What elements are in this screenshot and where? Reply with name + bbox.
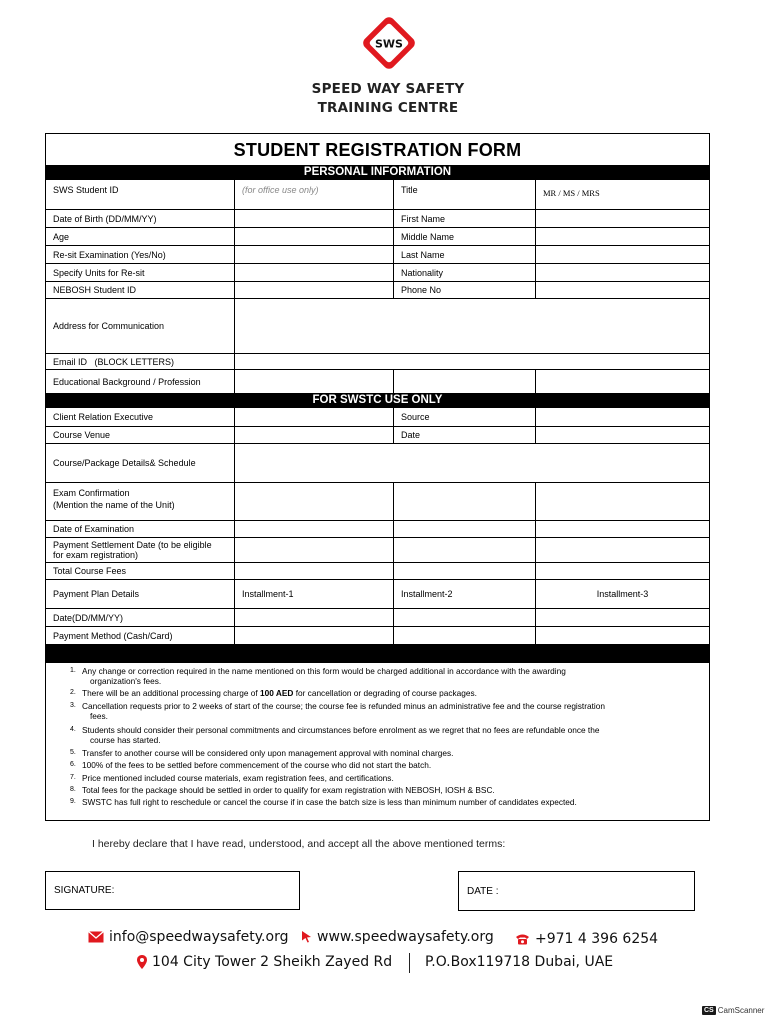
row-payment-plan	[46, 579, 709, 608]
address-label: Address for Communication	[53, 321, 165, 331]
address-field[interactable]	[234, 299, 709, 353]
student-id-label: SWS Student ID	[53, 185, 119, 195]
dob-label: Date of Birth (DD/MM/YY)	[53, 213, 157, 224]
exam-confirmation-line1: Exam Confirmation	[53, 488, 130, 498]
plan-date-label: Date(DD/MM/YY)	[53, 612, 124, 623]
student-id-field[interactable]: (for office use only)	[234, 180, 393, 209]
resit-label: Re-sit Examination (Yes/No)	[53, 249, 166, 260]
exam-confirmation-label	[46, 483, 234, 520]
total-fees-field-3[interactable]	[535, 563, 709, 579]
venue-field[interactable]	[234, 427, 393, 443]
footer-email-text: info@speedwaysafety.org	[109, 929, 289, 945]
footer-website[interactable]	[302, 929, 494, 945]
row-dob	[46, 209, 709, 227]
row-venue	[46, 426, 709, 443]
dob-field[interactable]	[234, 210, 393, 227]
row-plan-date	[46, 608, 709, 626]
row-package	[46, 443, 709, 482]
exam-date-label: Date of Examination	[53, 524, 135, 534]
envelope-icon	[88, 931, 104, 943]
cre-label: Client Relation Executive	[53, 412, 154, 422]
payment-method-field-1[interactable]	[234, 627, 393, 644]
row-address	[46, 298, 709, 353]
term-4: 4. Students should consider their personal commitments and circumstances before enrolment as we regret that no fees are refundable once the course has started.	[70, 725, 600, 745]
term-8: 8. Total fees for the package should be settled in order to qualify for exam registration with NEBOSH, IOSH & BSC.	[70, 785, 495, 795]
exam-date-field-3[interactable]	[535, 521, 709, 537]
total-fees-field-2[interactable]	[393, 563, 535, 579]
camscanner-watermark	[702, 1006, 764, 1015]
footer-website-text: www.speedwaysafety.org	[317, 929, 494, 945]
exam-confirmation-line2: (Mention the name of the Unit)	[53, 500, 175, 510]
cre-field[interactable]	[234, 408, 393, 426]
org-name-line2: TRAINING CENTRE	[317, 100, 459, 116]
footer-po-box	[425, 954, 613, 970]
row-payment-method	[46, 626, 709, 644]
registration-form	[45, 133, 710, 821]
package-label: Course/Package Details& Schedule	[53, 458, 196, 468]
row-exam-date	[46, 520, 709, 537]
payment-method-label: Payment Method (Cash/Card)	[53, 630, 173, 641]
org-name	[280, 80, 496, 118]
plan-date-field-3[interactable]	[535, 609, 709, 626]
age-label: Age	[53, 231, 70, 242]
footer-address-text: 104 City Tower 2 Sheikh Zayed Rd	[152, 954, 393, 970]
footer-address	[137, 954, 392, 970]
row-education	[46, 369, 709, 393]
cursor-icon	[302, 931, 312, 943]
signature-box[interactable]	[45, 871, 300, 910]
term-5: 5. Transfer to another course will be considered only upon management approval with nominal charges.	[70, 748, 454, 758]
nationality-label: Nationality	[393, 264, 535, 281]
email-field[interactable]	[234, 354, 709, 369]
row-total-fees	[46, 562, 709, 579]
phone-label: Phone No	[393, 282, 535, 298]
venue-label: Course Venue	[53, 430, 111, 440]
footer-separator	[409, 953, 410, 973]
exam-confirmation-field-2[interactable]	[393, 483, 535, 520]
education-label: Educational Background / Profession	[53, 376, 201, 387]
exam-date-field-2[interactable]	[393, 521, 535, 537]
package-field[interactable]	[234, 444, 709, 482]
exam-date-field-1[interactable]	[234, 521, 393, 537]
row-settlement	[46, 537, 709, 562]
title-label: Title	[393, 180, 535, 209]
date-label: Date	[393, 427, 535, 443]
last-name-label: Last Name	[393, 246, 535, 263]
last-name-field[interactable]	[535, 246, 709, 263]
resit-field[interactable]	[234, 246, 393, 263]
installment-2-label: Installment-2	[393, 580, 535, 608]
nationality-field[interactable]	[535, 264, 709, 281]
settlement-line1: Payment Settlement Date (to be eligible	[53, 540, 212, 550]
date-box[interactable]	[458, 871, 695, 911]
settlement-line2: for exam registration)	[53, 550, 139, 560]
date-field[interactable]	[535, 427, 709, 443]
row-exam-confirmation	[46, 482, 709, 520]
exam-confirmation-field-3[interactable]	[535, 483, 709, 520]
nebosh-field[interactable]	[234, 282, 393, 298]
terms-header-bar	[46, 644, 709, 663]
exam-confirmation-field-1[interactable]	[234, 483, 393, 520]
row-email	[46, 353, 709, 369]
footer-phone[interactable]	[515, 931, 658, 947]
first-name-field[interactable]	[535, 210, 709, 227]
units-field[interactable]	[234, 264, 393, 281]
row-units	[46, 263, 709, 281]
settlement-label	[46, 538, 234, 562]
term-2: 2. There will be an additional processing charge of 100 AED for cancellation or degrading of course packages.	[70, 688, 477, 698]
payment-method-field-3[interactable]	[535, 627, 709, 644]
camscanner-badge: CS	[704, 1007, 714, 1014]
form-title: STUDENT REGISTRATION FORM	[233, 140, 522, 160]
first-name-label: First Name	[393, 210, 535, 227]
row-resit	[46, 245, 709, 263]
term-1: 1. Any change or correction required in the name mentioned on this form would be charged additional in accordance with the awarding organization's fees.	[70, 666, 566, 686]
footer-po-box-text: P.O.Box119718 Dubai, UAE	[425, 954, 614, 970]
installment-3-label: Installment-3	[535, 580, 709, 608]
nebosh-label: NEBOSH Student ID	[53, 285, 137, 295]
settlement-field-3[interactable]	[535, 538, 709, 562]
camscanner-label: CamScanner	[717, 1006, 765, 1015]
swstc-use-header: FOR SWSTC USE ONLY	[46, 393, 709, 408]
age-field[interactable]	[234, 228, 393, 245]
title-field[interactable]: MR / MS / MRS	[535, 180, 709, 209]
source-label: Source	[393, 408, 535, 426]
signature-label: SIGNATURE:	[54, 885, 115, 896]
row-nebosh	[46, 281, 709, 298]
education-field-2[interactable]	[393, 370, 535, 393]
total-fees-field-1[interactable]	[234, 563, 393, 579]
term-9: 9. SWSTC has full right to reschedule or cancel the course if in case the batch size is less than minimum number of candidates expected.	[70, 797, 577, 807]
location-pin-icon	[137, 955, 147, 969]
settlement-field-2[interactable]	[393, 538, 535, 562]
footer-email[interactable]	[88, 929, 288, 945]
plan-date-field-1[interactable]	[234, 609, 393, 626]
term-7: 7. Price mentioned included course materials, exam registration fees, and certifications.	[70, 773, 394, 783]
row-student-id	[46, 180, 709, 209]
payment-plan-label: Payment Plan Details	[53, 589, 140, 599]
footer-phone-text: +971 4 396 6254	[535, 931, 659, 947]
payment-method-field-2[interactable]	[393, 627, 535, 644]
org-name-line1: SPEED WAY SAFETY	[311, 81, 465, 97]
row-age	[46, 227, 709, 245]
units-label: Specify Units for Re-sit	[53, 267, 145, 278]
term-6: 6. 100% of the fees to be settled before commencement of the course who did not start the batch.	[70, 760, 432, 770]
personal-info-header: PERSONAL INFORMATION	[46, 165, 709, 180]
education-field-3[interactable]	[535, 370, 709, 393]
plan-date-field-2[interactable]	[393, 609, 535, 626]
source-field[interactable]	[535, 408, 709, 426]
phone-field[interactable]	[535, 282, 709, 298]
middle-name-label: Middle Name	[393, 228, 535, 245]
installment-1-label: Installment-1	[234, 580, 393, 608]
email-label: Email ID (BLOCK LETTERS)	[53, 356, 175, 367]
middle-name-field[interactable]	[535, 228, 709, 245]
term-3: 3. Cancellation requests prior to 2 weeks of start of the course; the course fee is refunded minus an administrative fee and the course registration fees.	[70, 701, 605, 721]
phone-icon	[515, 933, 530, 945]
date-box-label: DATE :	[467, 885, 499, 897]
declaration-text: I hereby declare that I have read, understood, and accept all the above mentioned terms:	[92, 838, 506, 850]
total-fees-label: Total Course Fees	[53, 566, 127, 576]
sws-logo	[358, 12, 420, 74]
row-cre	[46, 408, 709, 426]
logo-text: SWS	[375, 37, 403, 51]
settlement-field-1[interactable]	[234, 538, 393, 562]
education-field-1[interactable]	[234, 370, 393, 393]
